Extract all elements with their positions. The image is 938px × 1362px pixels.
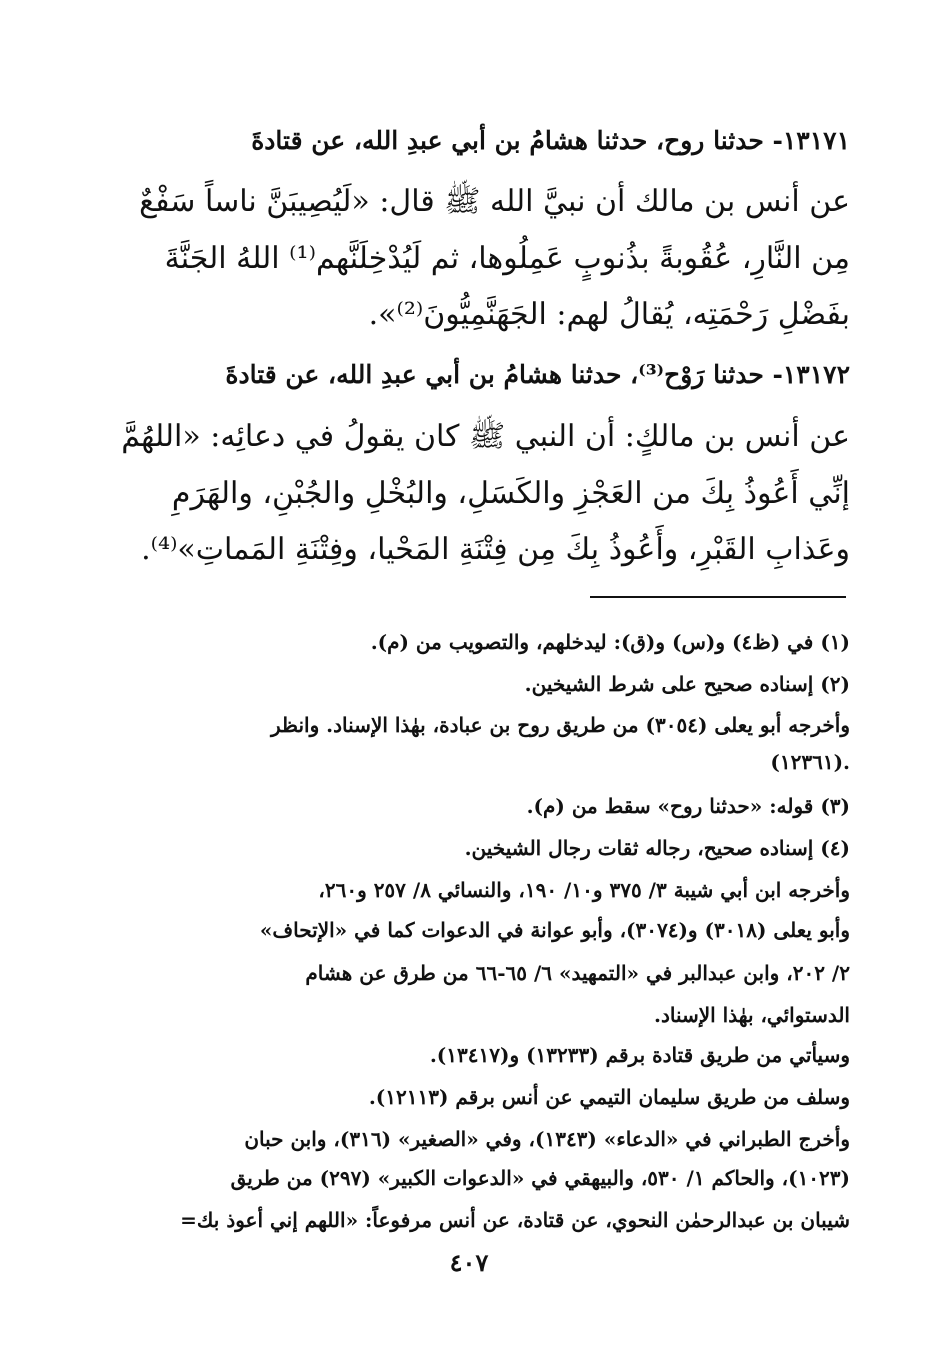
footnote-4-line-7: وسلف من طريق سليمان التيمي عن أنس برقم (١٢١١٣).	[368, 1085, 850, 1109]
hadith-13172-line-2: إنِّي أَعُوذُ بِكَ من العَجْزِ والكَسَلِ، والبُخْلِ والجُبْنِ، والهَرَمِ	[171, 476, 850, 511]
hadith-13171-header: ١٣١٧١- حدثنا روح، حدثنا هشامُ بن أبي عبدِ الله، عن قتادةَ	[251, 126, 850, 155]
page-number: ٤٠٧	[449, 1248, 489, 1277]
footnote-4-line-9: (١٠٢٣)، والحاكم ١/ ٥٣٠، والبيهقي في «الدعوات الكبير» (٢٩٧) من طريق	[230, 1166, 850, 1190]
hadith-13171-line-2: مِن النَّارِ، عُقُوبةً بذُنوبٍ عَمِلُوها، ثم لَيُدْخِلَنَّهم⁽¹⁾ اللهُ الجَنَّةَ	[164, 241, 850, 276]
footnote-3: (٣) قوله: «حدثنا روح» سقط من (م).	[526, 794, 850, 818]
footnote-4-line-8: وأخرج الطبراني في «الدعاء» (١٣٤٣)، وفي «الصغير» (٣١٦)، وابن حبان	[244, 1127, 850, 1151]
footnote-separator	[590, 596, 846, 598]
hadith-13172-line-1: عن أنس بن مالكٍ: أن النبي ﷺ كان يقولُ في دعائِه: «اللهُمَّ	[121, 419, 850, 454]
hadith-13172-header: ١٣١٧٢- حدثنا رَوْح⁽³⁾، حدثنا هشامُ بن أبي عبدِ الله، عن قتادةَ	[225, 360, 850, 389]
footnote-4-line-6: وسيأتي من طريق قتادة برقم (١٣٢٣٣) و(١٣٤١٧).	[429, 1043, 850, 1067]
hadith-13172-line-3: وعَذابِ القَبْرِ، وأَعُوذُ بِكَ مِن فِتْنَةِ المَحْيا، وفِتْنَةِ المَماتِ»⁽⁴⁾.	[141, 532, 850, 567]
footnote-1: (١) في (ظ٤) و(س) و(ق): ليدخلهم، والتصويب من (م).	[370, 630, 850, 654]
footnote-4-line-3: وأبو يعلى (٣٠١٨) و(٣٠٧٤)، وأبو عوانة في الدعوات كما في «الإتحاف»	[259, 918, 850, 942]
hadith-13171-line-3: بفَضْلِ رَحْمَتِه، يُقالُ لهم: الجَهَنَّمِيُّونَ⁽²⁾».	[368, 297, 850, 332]
footnote-4-line-2: وأخرجه ابن أبي شيبة ٣/ ٣٧٥ و١٠/ ١٩٠، والنسائي ٨/ ٢٥٧ و٢٦٠،	[318, 878, 850, 902]
footnote-4: (٤) إسناده صحيح، رجاله ثقات رجال الشيخين.	[464, 836, 850, 860]
footnote-2-line-3: (١٢٣٦١).	[770, 750, 850, 774]
footnote-4-line-5: الدستوائي، بهٰذا الإسناد.	[653, 1003, 850, 1027]
footnote-2-line-2: وأخرجه أبو يعلى (٣٠٥٤) من طريق روح بن عبادة، بهٰذا الإسناد. وانظر	[271, 713, 850, 737]
footnote-2: (٢) إسناده صحيح على شرط الشيخين.	[524, 672, 850, 696]
footnote-4-line-4: ٢/ ٢٠٢، وابن عبدالبر في «التمهيد» ٦/ ٦٥-٦٦ من طرق عن هشام	[305, 961, 850, 985]
footnote-4-line-10: شيبان بن عبدالرحمٰن النحوي، عن قتادة، عن أنس مرفوعاً: «اللهم إني أعوذ بك=	[180, 1208, 850, 1232]
hadith-13171-line-1: عن أنس بن مالك أن نبيَّ الله ﷺ قال: «لَيُصِيبَنَّ ناساً سَفْعٌ	[139, 184, 850, 219]
